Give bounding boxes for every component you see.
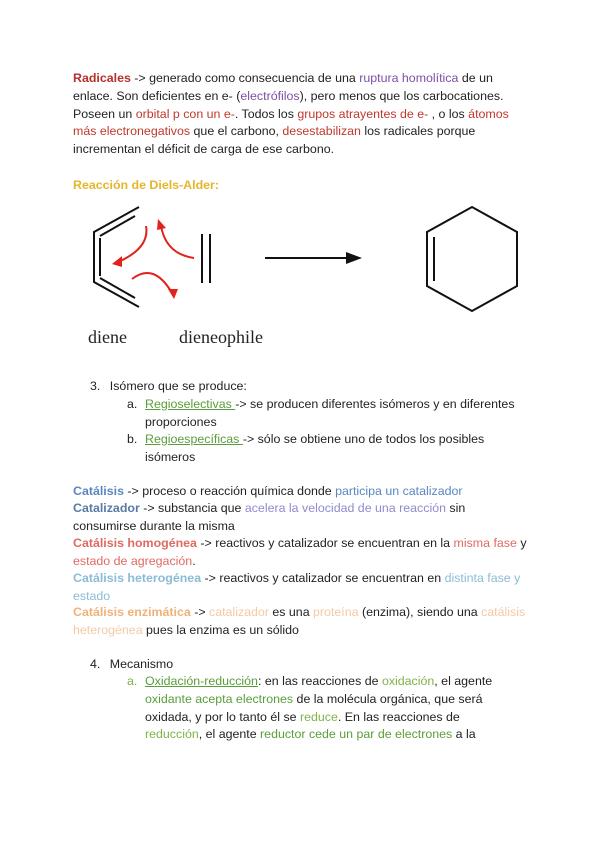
heterogenea-term: Catálisis heterogénea [73, 571, 202, 585]
enzimatica-text-1: -> [190, 605, 210, 619]
catalizador-text-1: -> substancia que [139, 501, 245, 515]
diene-label: diene [88, 327, 127, 347]
dienophile-structure [202, 234, 210, 283]
mecanismo-text-5: , el agente [198, 727, 261, 742]
radicales-text-3: ), pero menos que los carbocationes. Poseen un [73, 88, 504, 121]
homogenea-keyword-1: misma fase [453, 536, 517, 550]
regioespecificas-term: Regioespecíficas [145, 432, 243, 446]
radicales-keyword-3: orbital p con un e- [135, 106, 235, 121]
enzimatica-keyword-1: catalizador [209, 605, 269, 619]
mecanismo-keyword-3: reduce [299, 709, 338, 724]
radicales-keyword-5: átomos más electronegativos [73, 106, 509, 139]
radicales-text-2: de un enlace. Son deficientes en e- ( [73, 71, 493, 103]
radicales-text-4: . Todos los [234, 106, 298, 121]
item-marker: b. [127, 432, 138, 446]
regioespecificas-text: -> sólo se obtiene uno de todos los posibles isómeros [145, 432, 485, 464]
mecanismo-text-1: : en las reacciones de [257, 674, 382, 688]
isomero-item-b [127, 431, 517, 467]
homogenea-text-1: -> reactivos y catalizador se encuentran en la [196, 536, 454, 550]
dienophile-label: dieneophile [179, 327, 263, 347]
catalisis-enzimatica-line [73, 604, 531, 640]
homogenea-keyword-2: estado de agregación [73, 553, 193, 568]
mecanismo-heading [90, 656, 173, 674]
catalizador-text-2: sin consumirse durante la misma [73, 501, 466, 533]
item-marker: a. [127, 674, 138, 688]
catalisis-text: -> proceso o reacción química donde [123, 484, 336, 498]
mecanismo-item-a [127, 673, 507, 744]
regioselectivas-term: Regioselectivas [145, 397, 236, 411]
enzimatica-keyword-2: proteína [313, 605, 359, 619]
catalizador-term: Catalizador [73, 501, 140, 515]
oxidacion-reduccion-term: Oxidación-reducción [145, 674, 258, 688]
radicales-keyword-6: desestabilizan [282, 124, 361, 139]
isomero-item-a [127, 396, 517, 432]
catalizador-keyword: acelera la velocidad de una reacción [244, 501, 446, 515]
mecanismo-keyword-5: reductor cede un par de electrones [260, 727, 453, 742]
radicales-keyword-4: grupos atrayentes de e- [297, 106, 429, 121]
isomero-title: Isómero que se produce: [109, 379, 247, 393]
radicales-text-5: , o los [428, 106, 469, 121]
catalisis-term: Catálisis [73, 484, 124, 498]
mecanismo-text-6: a la [452, 727, 476, 742]
mecanismo-text-3: de la molécula orgánica, que será oxidada, y por lo tanto él se [145, 691, 483, 724]
reaction-arrow [265, 252, 362, 264]
mecanismo-keyword-4: reducción [145, 727, 199, 742]
radicales-text-1: -> generado como consecuencia de una [130, 71, 360, 85]
mecanismo-keyword-1: oxidación [381, 674, 435, 688]
catalisis-keyword: participa un catalizador [335, 484, 463, 498]
regioselectivas-text: -> se producen diferentes isómeros y en diferentes proporciones [145, 397, 515, 429]
radicales-keyword-2: electrófilos [240, 88, 300, 103]
homogenea-text-3: . [192, 553, 196, 568]
cyclohexene-product [427, 207, 517, 311]
item-marker: a. [127, 397, 138, 411]
radicales-text-7: los radicales porque incrementan el déficit de carga de ese carbono. [73, 124, 476, 157]
homogenea-text-2: y [516, 536, 527, 550]
electron-flow-arrows [118, 226, 194, 293]
enzimatica-text-3: (enzima), siendo una [358, 605, 482, 619]
catalisis-heterogenea-line [73, 570, 531, 606]
diels-alder-heading: Reacción de Diels-Alder: [73, 178, 219, 192]
mecanismo-title: Mecanismo [109, 657, 174, 671]
mecanismo-keyword-2: oxidante acepta electrones [145, 691, 294, 706]
enzimatica-term: Catálisis enzimática [73, 605, 191, 619]
isomero-heading [90, 378, 247, 396]
isomero-number: 3. [90, 379, 101, 393]
radicales-text-6: que el carbono, [190, 124, 283, 139]
enzimatica-text-2: es una [268, 605, 314, 619]
radicales-keyword-1: ruptura homolítica [359, 71, 459, 85]
catalisis-line [73, 483, 531, 501]
mecanismo-number: 4. [90, 657, 101, 671]
mecanismo-text-2: , el agente [434, 674, 493, 688]
radicales-term: Radicales [73, 71, 131, 85]
mecanismo-text-4: . En las reacciones de [337, 709, 460, 724]
homogenea-term: Catálisis homogénea [73, 536, 197, 550]
diene-structure [94, 207, 139, 307]
heterogenea-text: -> reactivos y catalizador se encuentran en [201, 571, 445, 585]
catalizador-line [73, 500, 531, 536]
catalisis-homogenea-line [73, 535, 531, 571]
enzimatica-keyword-3: catálisis heterogénea [73, 605, 526, 637]
enzimatica-text-4: pues la enzima es un sólido [142, 622, 299, 637]
heterogenea-keyword: distinta fase y estado [73, 571, 521, 603]
